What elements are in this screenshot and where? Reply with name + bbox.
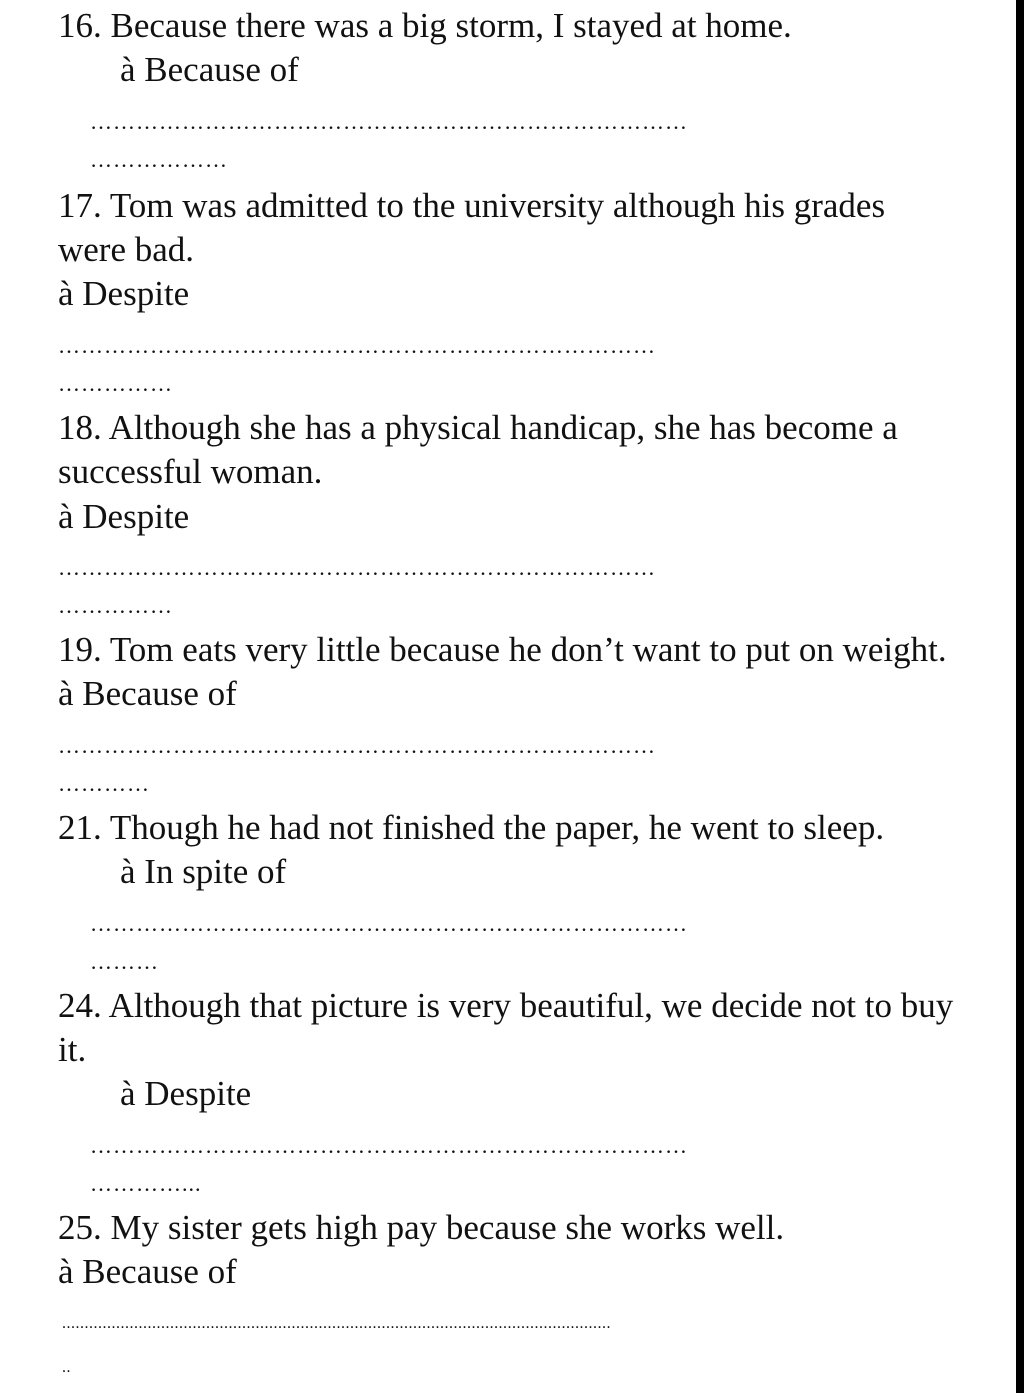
question-line bbox=[58, 986, 953, 1026]
answer-blank[interactable]: ………… bbox=[58, 771, 150, 796]
rewrite-prompt: à Because of bbox=[58, 674, 237, 713]
question-text: Tom was admitted to the university although his grades bbox=[109, 186, 886, 225]
answer-blank[interactable]: …………… bbox=[58, 593, 173, 618]
answer-blank[interactable]: …………… bbox=[58, 371, 173, 396]
question-line bbox=[58, 1208, 784, 1248]
question-text: Though he had not finished the paper, he went to sleep. bbox=[109, 808, 885, 847]
answer-blank[interactable]: .. bbox=[62, 1359, 71, 1376]
question-line bbox=[58, 808, 884, 848]
question-text: Although that picture is very beautiful, we decide not to buy bbox=[108, 986, 954, 1025]
rewrite-prompt: à In spite of bbox=[120, 852, 287, 891]
question-number: 19. bbox=[58, 630, 102, 669]
question-text: were bad. bbox=[58, 230, 195, 269]
question-line bbox=[58, 630, 947, 670]
answer-blank[interactable]: ……………… bbox=[90, 147, 228, 172]
question-number: 24. bbox=[58, 986, 102, 1025]
question-number: 16. bbox=[58, 6, 102, 45]
question-line bbox=[58, 186, 885, 226]
question-line bbox=[58, 6, 792, 46]
question-number: 18. bbox=[58, 408, 102, 447]
question-text: Although she has a physical handicap, she has become a bbox=[108, 408, 898, 447]
answer-blank[interactable]: ……… bbox=[90, 949, 159, 974]
rewrite-prompt: à Because of bbox=[120, 50, 299, 89]
answer-blank[interactable]: …………………………………………………………………… bbox=[90, 911, 688, 936]
question-number: 21. bbox=[58, 808, 102, 847]
answer-blank[interactable]: …………... bbox=[90, 1171, 202, 1196]
question-number: 25. bbox=[58, 1208, 102, 1247]
answer-blank[interactable]: …………………………………………………………………… bbox=[58, 333, 656, 358]
question-text: successful woman. bbox=[58, 452, 323, 491]
question-text: Tom eats very little because he don’t want to put on weight. bbox=[109, 630, 947, 669]
rewrite-prompt: à Despite bbox=[58, 497, 190, 536]
answer-blank[interactable]: …………………………………………………………………… bbox=[90, 109, 688, 134]
answer-blank[interactable]: …………………………………………………………………… bbox=[58, 733, 656, 758]
question-text: My sister gets high pay because she works well. bbox=[110, 1208, 785, 1247]
rewrite-prompt: à Despite bbox=[120, 1074, 252, 1113]
question-text: it. bbox=[58, 1030, 87, 1069]
question-line bbox=[58, 408, 898, 448]
answer-blank[interactable]: …………………………………………………………………… bbox=[90, 1133, 688, 1158]
question-text: Because there was a big storm, I stayed at home. bbox=[110, 6, 792, 45]
answer-blank[interactable]: …………………………………………………………………… bbox=[58, 555, 656, 580]
rewrite-prompt: à Despite bbox=[58, 274, 190, 313]
answer-blank[interactable]: .......................................................................................................................... bbox=[62, 1315, 611, 1332]
question-number: 17. bbox=[58, 186, 102, 225]
page-edge-bar bbox=[1016, 0, 1024, 1393]
rewrite-prompt: à Because of bbox=[58, 1252, 237, 1291]
